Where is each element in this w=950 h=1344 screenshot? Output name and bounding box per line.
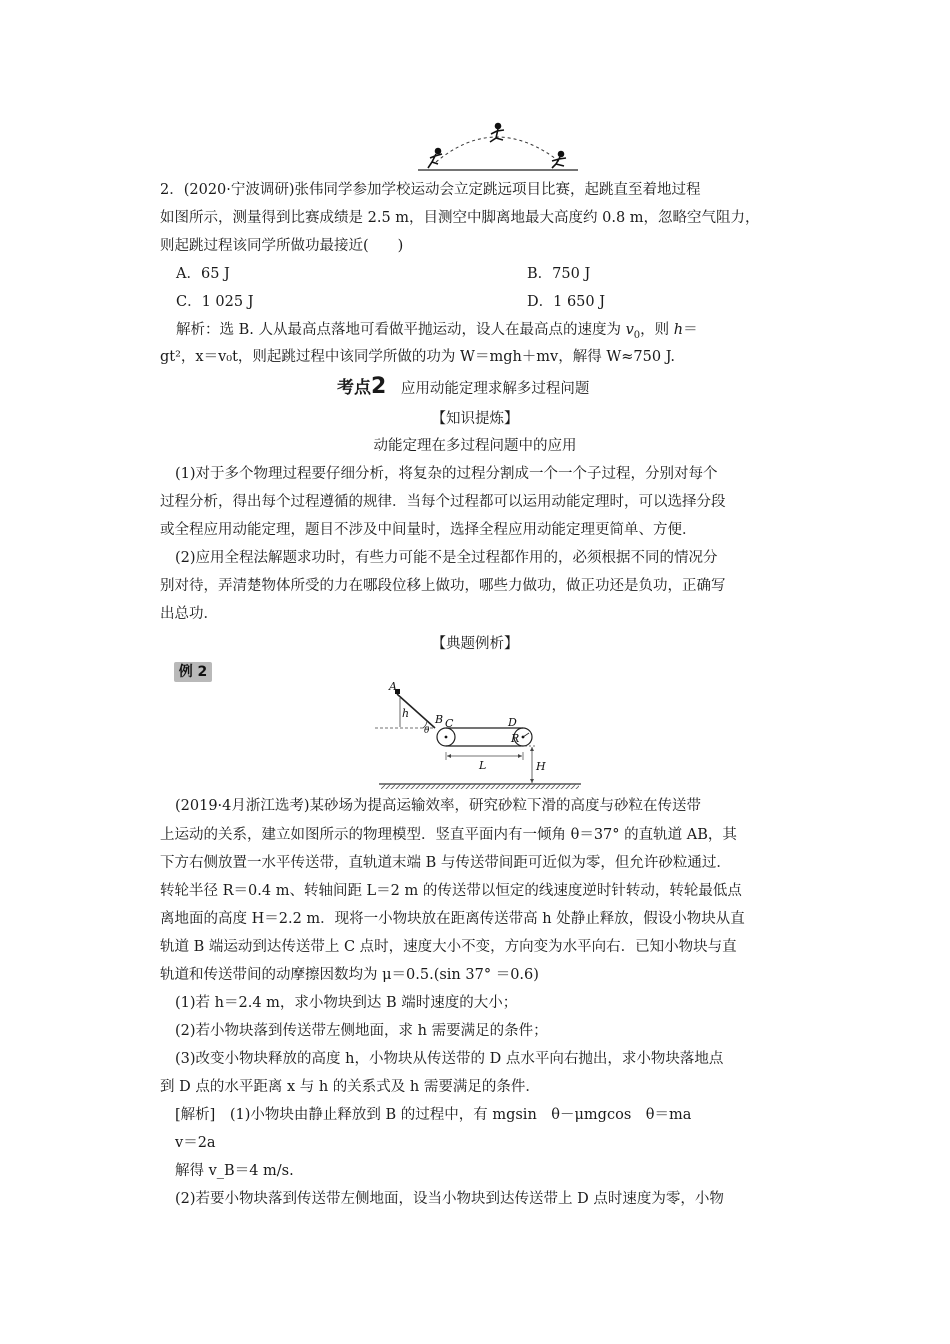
long-jump-figure bbox=[418, 118, 578, 176]
example-line-5: 离地面的高度 H＝2.2 m．现将一小物块放在距离传送带高 h 处静止释放，假设小物块从直 bbox=[160, 911, 745, 927]
label-h: h bbox=[402, 707, 410, 720]
answer-line-1-text-b: ，则 bbox=[640, 322, 674, 338]
example-line-1: (2019·4月浙江选考)某砂场为提高运输效率，研究砂粒下滑的高度与砂粒在传送带 bbox=[175, 798, 702, 814]
sub-question-1: (1)若 h＝2.4 m，求小物块到达 B 端时速度的大小； bbox=[175, 995, 518, 1011]
knowledge-p1-line-3: 或全程应用动能定理，题目不涉及中间量时，选择全程应用动能定理更简单、方便． bbox=[160, 522, 697, 538]
solution-line-4: (2)若要小物块落到传送带左侧地面，设当小物块到达传送带上 D 点时速度为零，小物 bbox=[175, 1191, 724, 1207]
solution-line-3: 解得 v_B＝4 m/s. bbox=[175, 1163, 294, 1179]
example-line-3: 下方右侧放置一水平传送带，直轨道末端 B 与传送带间距可近似为零，但允许砂粒通过． bbox=[160, 855, 731, 871]
topic-prefix: 考点 bbox=[337, 378, 371, 398]
solution-line-2: v＝2a bbox=[175, 1135, 216, 1151]
label-big-h: H bbox=[536, 760, 546, 773]
solution-line-1: [解析] (1)小物块由静止释放到 B 的过程中，有 mgsin θ－μmgcos θ＝ma bbox=[175, 1107, 692, 1123]
sub-question-3-line-1: (3)改变小物块释放的高度 h，小物块从传送带的 D 点水平向右抛出，求小物块落地点 bbox=[175, 1051, 724, 1067]
topic-number: 2 bbox=[371, 374, 387, 399]
example-line-6: 轨道 B 端运动到达传送带上 C 点时，速度大小不变，方向变为水平向右．已知小物块与直 bbox=[160, 939, 737, 955]
knowledge-subtitle: 动能定理在多过程问题中的应用 bbox=[373, 438, 577, 454]
label-theta: θ bbox=[424, 726, 430, 736]
knowledge-p1-line-1: (1)对于多个物理过程要仔细分析，将复杂的过程分割成一个一个子过程，分别对每个 bbox=[175, 466, 718, 482]
topic-heading bbox=[337, 374, 589, 402]
answer-line-1 bbox=[176, 320, 698, 346]
h-symbol: h bbox=[673, 322, 684, 338]
label-d: D bbox=[508, 716, 517, 729]
label-a: A bbox=[389, 680, 397, 693]
v0-subscript: 0 bbox=[633, 329, 641, 341]
knowledge-p2-line-1: (2)应用全程法解题求功时，有些力可能不是全过程都作用的，必须根据不同的情况分 bbox=[175, 550, 718, 566]
conveyor-figure bbox=[375, 680, 585, 790]
example-badge: 例 2 bbox=[174, 662, 212, 682]
knowledge-p1-line-2: 过程分析，得出每个过程遵循的规律．当每个过程都可以运用动能定理时，可以选择分段 bbox=[160, 494, 726, 510]
option-b: B．750 J bbox=[527, 266, 591, 282]
answer-line-1-text: 解析：选 B. 人从最高点落地可看做平抛运动，设人在最高点的速度为 bbox=[176, 322, 626, 338]
sub-question-3-line-2: 到 D 点的水平距离 x 与 h 的关系式及 h 需要满足的条件． bbox=[160, 1079, 540, 1095]
question-stem-line-2: 如图所示，测量得到比赛成绩是 2.5 m，目测空中脚离地最大高度约 0.8 m，忽略空气阻力， bbox=[160, 210, 760, 226]
answer-line-1-text-c: ＝ bbox=[683, 322, 698, 338]
sub-question-2: (2)若小物块落到传送带左侧地面，求 h 需要满足的条件； bbox=[175, 1023, 548, 1039]
question-stem-line-3: 则起跳过程该同学所做功最接近( ) bbox=[160, 238, 404, 254]
label-r: R bbox=[511, 732, 520, 745]
example-line-7: 轨道和传送带间的动摩擦因数均为 μ＝0.5.(sin 37° ＝0.6) bbox=[160, 967, 539, 983]
option-c: C．1 025 J bbox=[176, 294, 254, 310]
question-stem-line-1: 2．(2020·宁波调研)张伟同学参加学校运动会立定跳远项目比赛，起跳直至着地过程 bbox=[160, 182, 701, 198]
topic-title: 应用动能定理求解多过程问题 bbox=[400, 381, 590, 397]
knowledge-p2-line-2: 别对待，弄清楚物体所受的力在哪段位移上做功，哪些力做功，做正功还是负功，正确写 bbox=[160, 578, 726, 594]
knowledge-header: 【知识提炼】 bbox=[431, 411, 519, 427]
label-b: B bbox=[435, 713, 444, 726]
example-header: 【典题例析】 bbox=[431, 636, 519, 652]
label-c: C bbox=[445, 717, 454, 730]
knowledge-p2-line-3: 出总功． bbox=[160, 606, 218, 622]
example-line-4: 转轮半径 R＝0.4 m、转轴间距 L＝2 m 的传送带以恒定的线速度逆时针转动，转轮最低点 bbox=[160, 883, 742, 899]
option-a: A．65 J bbox=[176, 266, 230, 282]
label-l: L bbox=[479, 759, 487, 772]
answer-line-2: gt²，x＝v₀t，则起跳过程中该同学所做的功为 W＝mgh＋mv，解得 W≈750 J. bbox=[160, 349, 675, 365]
example-line-2: 上运动的关系，建立如图所示的物理模型．竖直平面内有一倾角 θ＝37° 的直轨道 AB，其 bbox=[160, 827, 737, 843]
v0-symbol: v bbox=[625, 322, 634, 338]
option-d: D．1 650 J bbox=[527, 294, 606, 310]
